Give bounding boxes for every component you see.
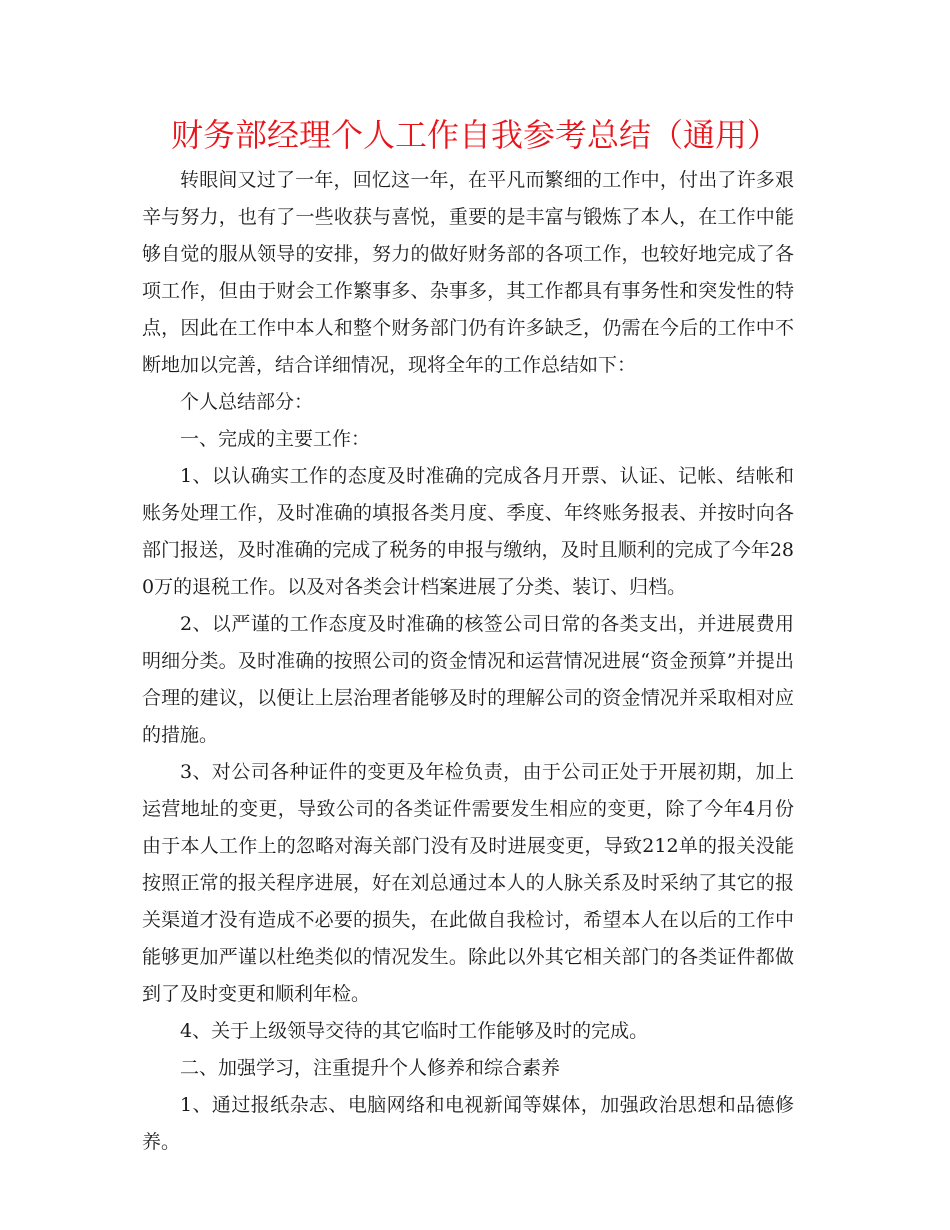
paragraph-item-1: 1、以认确实工作的态度及时准确的完成各月开票、认证、记帐、结帐和账务处理工作，及时准确的填报各类月度、季度、年终账务报表、并按时向各部门报送，及时准确的完成了税务的申报与缴纳，及时且顺利的完成了今年280万的退税工作。以及对各类会计档案进展了分类、装订、归档。 [142,465,794,598]
paragraph-personal-summary-heading: 个人总结部分： [180,391,314,413]
document-title: 财务部经理个人工作自我参考总结（通用） [170,116,779,154]
paragraph-study-heading: 二、加强学习，注重提升个人修养和综合素养 [180,1057,561,1079]
document-body [142,162,794,1161]
paragraph-item-4: 4、关于上级领导交待的其它临时工作能够及时的完成。 [180,1020,649,1042]
paragraph-study-item-1: 1、通过报纸杂志、电脑网络和电视新闻等媒体，加强政治思想和品德修养。 [142,1094,794,1153]
paragraph-intro: 转眼间又过了一年，回忆这一年，在平凡而繁细的工作中，付出了许多艰辛与努力，也有了一些收获与喜悦，重要的是丰富与锻炼了本人，在工作中能够自觉的服从领导的安排，努力的做好财务部的各项工作，也较好地完成了各项工作，但由于财会工作繁事多、杂事多，其工作都具有事务性和突发性的特点，因此在工作中本人和整个财务部门仍有许多缺乏，仍需在今后的工作中不断地加以完善，结合详细情况，现将全年的工作总结如下： [142,169,794,376]
paragraph-main-work-heading: 一、完成的主要工作： [180,428,371,450]
paragraph-item-2: 2、以严谨的工作态度及时准确的核签公司日常的各类支出，并进展费用明细分类。及时准确的按照公司的资金情况和运营情况进展“资金预算”并提出合理的建议，以便让上层治理者能够及时的理解公司的资金情况并采取相对应的措施。 [142,613,794,746]
paragraph-item-3: 3、对公司各种证件的变更及年检负责，由于公司正处于开展初期，加上运营地址的变更，导致公司的各类证件需要发生相应的变更，除了今年4月份由于本人工作上的忽略对海关部门没有及时进展变更，导致212单的报关没能按照正常的报关程序进展，好在刘总通过本人的人脉关系及时采纳了其它的报关渠道才没有造成不必要的损失，在此做自我检讨，希望本人在以后的工作中能够更加严谨以杜绝类似的情况发生。除此以外其它相关部门的各类证件都做到了及时变更和顺利年检。 [142,761,794,1005]
